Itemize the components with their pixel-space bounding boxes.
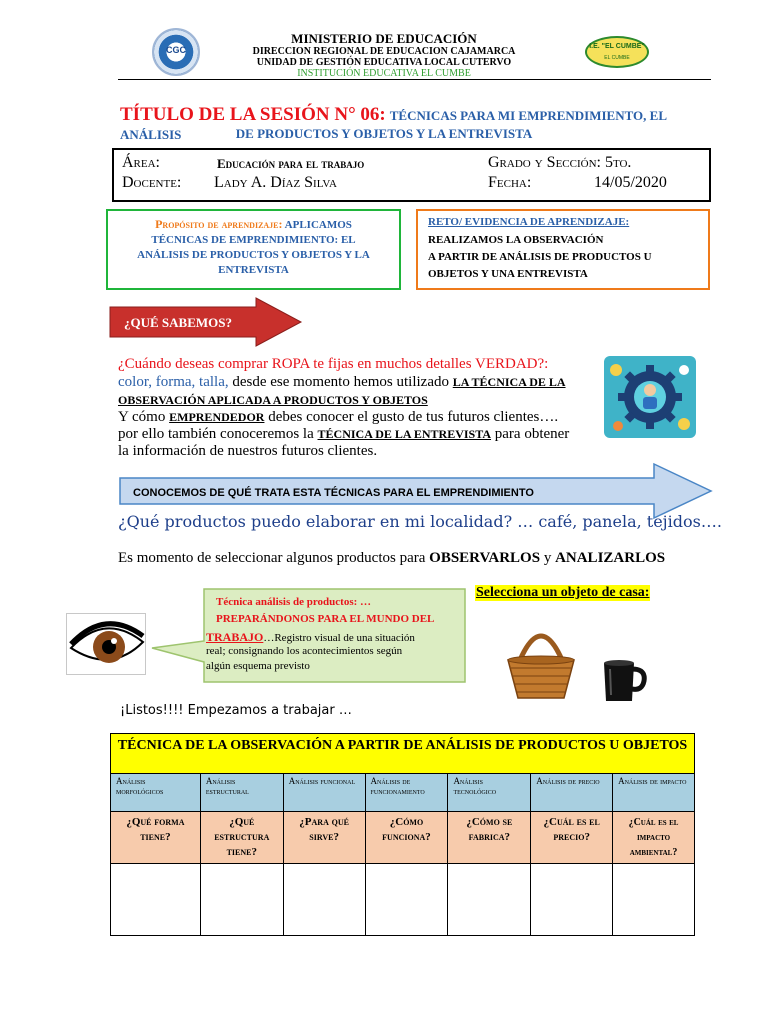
col-question-forma: ¿Qué forma tiene?	[111, 812, 201, 864]
select-products-line	[118, 550, 665, 567]
session-title-line1: TÉCNICAS PARA MI EMPRENDIMIENTO, EL ANÁLISIS	[120, 108, 667, 142]
paragraph-line4-b: debes conocer el gusto de tus futuros clientes….	[268, 409, 559, 425]
eye-image	[66, 613, 146, 675]
selecciona-objeto: Selecciona un objeto de casa:	[476, 585, 650, 600]
date-value: 14/05/2020	[594, 174, 667, 191]
paragraph-line4-a: Y cómo	[118, 409, 166, 425]
analizarlos-word: ANALIZARLOS	[555, 550, 666, 566]
col-question-fabrica: ¿Cómo se fabrica?	[448, 812, 531, 864]
callout-line5: algún esquema previsto	[206, 660, 310, 672]
teacher-value: Lady A. Díaz Silva	[214, 174, 337, 191]
paragraph-line2	[118, 374, 593, 391]
answer-cell-estructural[interactable]	[200, 864, 283, 936]
institution-line: INSTITUCIÓN EDUCATIVA EL CUMBE	[297, 68, 471, 79]
date-label: Fecha:	[488, 174, 532, 191]
challenge-box	[416, 209, 710, 290]
basket-image	[500, 622, 582, 704]
purpose-line4: ENTREVISTA	[218, 264, 289, 276]
answer-cell-impacto[interactable]	[613, 864, 695, 936]
paragraph-line5-a: por ello también conoceremos la	[118, 426, 314, 442]
col-question-impacto: ¿Cuál es el impacto ambiental?	[613, 812, 695, 864]
observacion-aplicada: OBSERVACIÓN APLICADA A PRODUCTOS Y OBJETOS	[118, 393, 428, 407]
callout-line3	[206, 630, 415, 645]
school-logo-subtext: EL CUMBE	[604, 55, 630, 61]
col-head-morfologico: Análisis morfológicos	[111, 774, 201, 812]
col-question-precio: ¿Cuál es el precio?	[531, 812, 613, 864]
purpose-line1	[108, 217, 399, 232]
table-title: TÉCNICA DE LA OBSERVACIÓN A PARTIR DE ANÁLISIS DE PRODUCTOS U OBJETOS	[111, 734, 695, 774]
answer-cell-morfologico[interactable]	[111, 864, 201, 936]
col-head-precio: Análisis de precio	[531, 774, 613, 812]
col-head-estructural: Análisis estructural	[200, 774, 283, 812]
listos-text: ¡Listos!!!! Empezamos a trabajar …	[120, 703, 352, 718]
callout-line1: Técnica análisis de productos: …	[216, 596, 372, 608]
answer-cell-precio[interactable]	[531, 864, 613, 936]
purpose-label-rest: APLICAMOS	[284, 219, 352, 231]
school-logo-text: I.E. "EL CUMBE"	[589, 43, 645, 50]
col-question-sirve: ¿Para qué sirve?	[283, 812, 365, 864]
callout-line4: real; consignando los acontecimientos según	[206, 645, 403, 657]
select-products-text: Es momento de seleccionar algunos productos para	[118, 550, 426, 566]
challenge-line3: A PARTIR DE ANÁLISIS DE PRODUCTOS U	[428, 251, 652, 263]
entrepreneur-gear-illustration	[604, 356, 696, 438]
que-sabemos-arrow	[108, 296, 304, 348]
color-forma-talla: color, forma, talla,	[118, 374, 229, 390]
ugel-line: UNIDAD DE GESTIÓN EDUCATIVA LOCAL CUTERVO	[256, 57, 512, 68]
area-value: Educación para el trabajo	[217, 156, 365, 171]
observarlos-word: OBSERVARLOS	[429, 550, 541, 566]
challenge-line2: REALIZAMOS LA OBSERVACIÓN	[428, 234, 604, 246]
area-label: Área:	[122, 154, 160, 171]
callout-trabajo: TRABAJO	[206, 630, 264, 644]
col-head-funcionamiento: Análisis de funcionamiento	[365, 774, 448, 812]
col-question-funciona: ¿Cómo funciona?	[365, 812, 448, 864]
purpose-line3: ANÁLISIS DE PRODUCTOS Y OBJETOS Y LA	[137, 249, 370, 261]
session-title-line2: DE PRODUCTOS Y OBJETOS Y LA ENTREVISTA	[235, 126, 533, 141]
tecnica-entrevista: TÉCNICA DE LA ENTREVISTA	[317, 427, 492, 441]
col-question-estructura: ¿Qué estructura tiene?	[200, 812, 283, 864]
session-info-box	[112, 148, 711, 202]
header-divider	[118, 79, 711, 80]
challenge-line4: OBJETOS Y UNA ENTREVISTA	[428, 268, 588, 280]
paragraph-line5-b: para obtener	[494, 426, 570, 442]
observation-table	[110, 733, 695, 936]
teacher-label: Docente:	[122, 174, 182, 191]
session-title-prefix: TÍTULO DE LA SESIÓN N° 06:	[120, 104, 386, 125]
regional-direction: DIRECCION REGIONAL DE EDUCACION CAJAMARCA	[252, 46, 516, 57]
ministry-logo-text: CGC	[166, 45, 186, 55]
answer-cell-funcionamiento[interactable]	[365, 864, 448, 936]
question-ropa: ¿Cuándo deseas comprar ROPA te fijas en muchos detalles VERDAD?:	[118, 356, 549, 372]
mug-image	[598, 655, 648, 705]
col-head-impacto: Análisis de impacto	[613, 774, 695, 812]
col-head-funcional: Análisis funcional	[283, 774, 365, 812]
que-sabemos-label: ¿QUÉ SABEMOS?	[124, 315, 232, 330]
purpose-label: Propósito de aprendizaje:	[155, 217, 283, 231]
ministry-heading: MINISTERIO DE EDUCACIÓN	[291, 31, 477, 46]
select-y: y	[543, 550, 552, 566]
tecnica-observacion: LA TÉCNICA DE LA	[452, 375, 566, 389]
answer-cell-funcional[interactable]	[283, 864, 365, 936]
emprendedor-word: EMPRENDEDOR	[169, 410, 265, 424]
answer-cell-tecnologico[interactable]	[448, 864, 531, 936]
paragraph-line2-rest: desde ese momento hemos utilizado	[232, 374, 449, 390]
paragraph-line3	[118, 393, 428, 408]
callout-line2: PREPARÁNDONOS PARA EL MUNDO DEL	[216, 613, 435, 625]
paragraph-line5	[118, 426, 569, 443]
purpose-box	[106, 209, 401, 290]
paragraph-line4	[118, 409, 558, 426]
challenge-label: RETO/ EVIDENCIA DE APRENDIZAJE:	[428, 216, 630, 228]
paragraph-line6: la información de nuestros futuros clientes.	[118, 443, 378, 459]
grade-section: Grado y Sección: 5to.	[488, 154, 632, 171]
col-head-tecnologico: Análisis tecnológico	[448, 774, 531, 812]
purpose-line2: TÉCNICAS DE EMPRENDIMIENTO: EL	[151, 234, 356, 246]
callout-line3-rest: …Registro visual de una situación	[263, 632, 415, 644]
productos-question: ¿Qué productos puedo elaborar en mi localidad? … café, panela, tejidos….	[118, 512, 722, 531]
conocemos-label: CONOCEMOS DE QUÉ TRATA ESTA TÉCNICAS PARA EL EMPRENDIMIENTO	[133, 487, 534, 499]
